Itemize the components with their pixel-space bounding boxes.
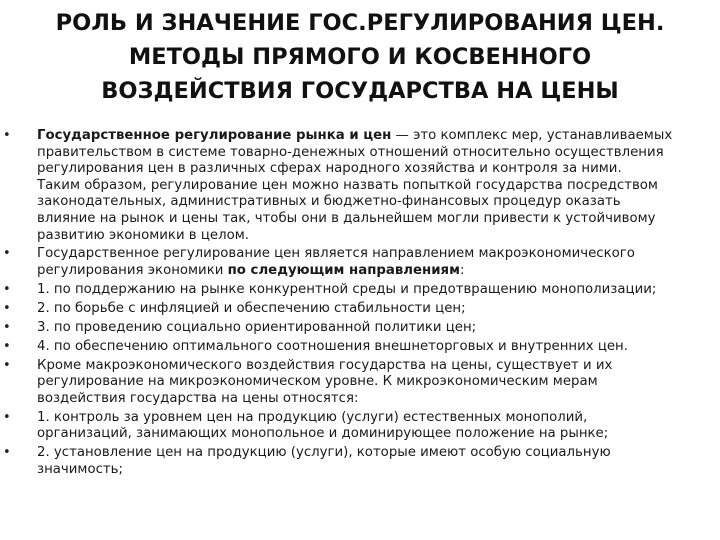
bullet-item (3, 357, 714, 408)
bullet-text-line (37, 161, 714, 178)
bullet-text: 1. по поддержанию на рынке конкурентной среды и предотвращению монополизации; (37, 281, 657, 297)
bullet-item (3, 445, 714, 478)
bullet-text: регулирование на микроэкономическом уровне. К микроэкономическим мерам (37, 374, 598, 390)
bullet-text-line (37, 426, 714, 443)
bullet-text-line (37, 211, 714, 228)
bullet-text-line (37, 178, 714, 195)
bullet-text-line (37, 128, 714, 145)
bullet-marker: • (3, 409, 11, 425)
bullet-text: — это комплекс мер, устанавливаемых (391, 128, 673, 143)
bullet-marker: • (3, 357, 11, 373)
bullet-item (3, 409, 714, 443)
slide-title (40, 6, 680, 108)
bullet-marker: • (3, 246, 11, 262)
bullet-marker: • (3, 445, 11, 461)
bullet-text-line (37, 228, 714, 245)
bullet-item (3, 281, 714, 299)
bullet-text: влияние на рынок и цены так, чтобы они в дальнейшем могли привести к устойчивому (37, 210, 656, 226)
bullet-marker: • (3, 281, 11, 297)
bullet-text-line (37, 374, 714, 391)
bullet-text: организаций, занимающих монопольное и доминирующее положение на рынке; (37, 426, 609, 442)
bullet-text: развитию экономики в целом. (37, 227, 249, 243)
bullet-text-line (37, 282, 714, 299)
bullet-bold-text: по следующим направлениям (227, 263, 460, 279)
bullet-text-line (37, 246, 714, 263)
bullet-item (3, 246, 714, 279)
bullet-item (3, 319, 714, 337)
title-line-3: ВОЗДЕЙСТВИЯ ГОСУДАРСТВА НА ЦЕНЫ (101, 78, 619, 104)
bullet-item (3, 128, 714, 244)
bullet-item (3, 338, 714, 356)
bullet-text-line (37, 320, 714, 337)
bullet-list (3, 128, 714, 481)
title-line-2: МЕТОДЫ ПРЯМОГО И КОСВЕННОГО (128, 44, 592, 70)
bullet-text: Кроме макроэкономического воздействия государства на цены, существует и их (37, 357, 613, 373)
bullet-text-line (37, 263, 714, 280)
bullet-marker: • (3, 128, 11, 143)
bullet-text: воздействия государства на цены относятся: (37, 390, 359, 406)
bullet-text-line (37, 410, 714, 427)
bullet-text-line (37, 358, 714, 375)
bullet-text: регулирования цен в различных сферах народного хозяйства и контроля за ними. (37, 161, 622, 177)
title-line-1: РОЛЬ И ЗНАЧЕНИЕ ГОС.РЕГУЛИРОВАНИЯ ЦЕН. (55, 10, 665, 36)
bullet-text: правительством в системе товарно-денежных отношений относительно осуществления (37, 144, 664, 160)
bullet-text: законодательных, административных и бюджетно-финансовых процедур оказать (37, 194, 621, 210)
bullet-text: значимость; (37, 461, 123, 477)
bullet-text: 2. установление цен на продукцию (услуги), которые имеют особую социальную (37, 445, 611, 461)
bullet-text-line (37, 145, 714, 162)
bullet-marker: • (3, 300, 11, 316)
bullet-text: Государственное регулирование цен является направлением макроэкономического (37, 246, 635, 262)
bullet-text-line (37, 194, 714, 211)
bullet-text-line (37, 445, 714, 462)
bullet-text: Таким образом, регулирование цен можно назвать попыткой государства посредством (37, 177, 658, 193)
bullet-text-line (37, 462, 714, 479)
bullet-text-line (37, 391, 714, 408)
bullet-text: : (459, 263, 465, 279)
bullet-text: 4. по обеспечению оптимального соотношения внешнеторговых и внутренних цен. (37, 338, 628, 354)
bullet-item (3, 300, 714, 318)
bullet-text: 2. по борьбе с инфляцией и обеспечению стабильности цен; (37, 300, 466, 316)
bullet-text-line (37, 301, 714, 318)
bullet-text: 3. по проведению социально ориентированной политики цен; (37, 319, 477, 335)
bullet-bold-text: Государственное регулирование рынка и цен (37, 128, 392, 143)
bullet-marker: • (3, 319, 11, 335)
bullet-text-line (37, 339, 714, 356)
bullet-text: регулирования экономики (37, 263, 228, 279)
bullet-marker: • (3, 338, 11, 354)
bullet-text: 1. контроль за уровнем цен на продукцию (услуги) естественных монополий, (37, 409, 588, 425)
